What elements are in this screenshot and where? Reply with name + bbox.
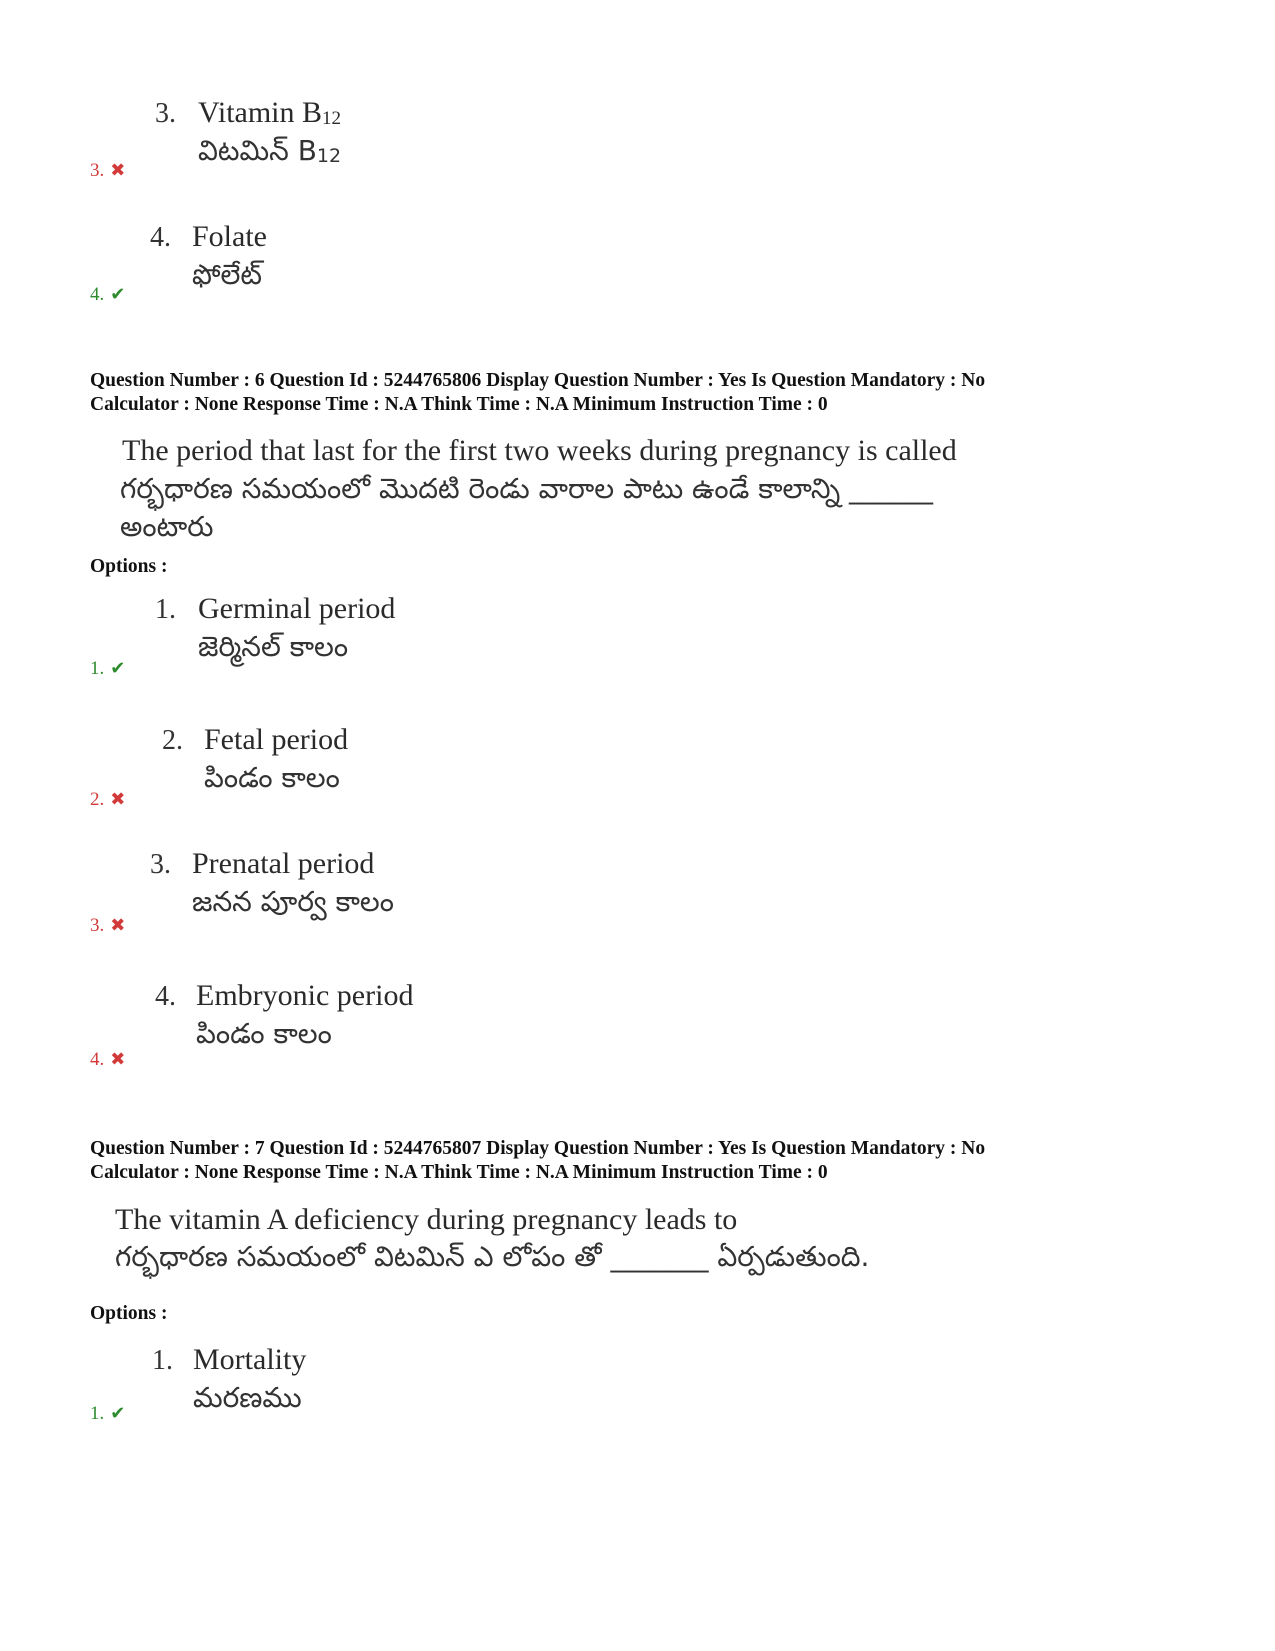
option-text-en: Mortality (193, 1343, 307, 1376)
option-status-mark: 4. ✖ (90, 1049, 126, 1070)
options-label: Options : (90, 556, 168, 577)
option-text-te: ఫోలేట్ (192, 258, 262, 291)
check-icon: ✔ (110, 1403, 126, 1424)
option-number: 1. (155, 594, 176, 625)
option-text-en: Embryonic period (196, 979, 414, 1012)
option-text-te: జనన పూర్వ కాలం (192, 885, 394, 918)
option-status-mark: 1. ✔ (90, 658, 126, 679)
question-text-en: The vitamin A deficiency during pregnancy leads to (115, 1203, 738, 1236)
option-status-mark: 1. ✔ (90, 1403, 126, 1424)
option-status-mark: 3. ✖ (90, 915, 126, 936)
option-number: 2. (162, 725, 183, 756)
question-text-te-line-2: అంటారు (120, 510, 214, 543)
option-number: 4. (150, 222, 171, 253)
option-text-en: Prenatal period (192, 847, 375, 880)
question-meta-line-2: Calculator : None Response Time : N.A Think Time : N.A Minimum Instruction Time : 0 (90, 394, 828, 415)
option-status-mark: 4. ✔ (90, 284, 126, 305)
wrong-icon: ✖ (110, 160, 126, 181)
question-meta-line-1: Question Number : 7 Question Id : 5244765807 Display Question Number : Yes Is Question Mandatory : No (90, 1138, 986, 1159)
option-number: 3. (155, 98, 176, 129)
option-text-en: Fetal period (204, 723, 349, 756)
question-text-en: The period that last for the first two weeks during pregnancy is called (122, 434, 957, 467)
question-text-te: గర్భధారణ సమయంలో విటమిన్ ఎ లోపం తో _______ ఏర్పడుతుంది. (115, 1240, 870, 1273)
option-text-en: Vitamin $B_{12}$ (198, 96, 342, 129)
question-meta-line-1: Question Number : 6 Question Id : 5244765806 Display Question Number : Yes Is Question Mandatory : No (90, 370, 986, 391)
check-icon: ✔ (110, 658, 126, 679)
option-text-te: విటమిన్ $B_{12}$ (198, 134, 342, 167)
option-status-mark: 2. ✖ (90, 789, 126, 810)
wrong-icon: ✖ (110, 1049, 126, 1070)
option-text-en: Folate (192, 220, 267, 253)
option-text-te: జెర్మినల్ కాలం (198, 630, 349, 663)
option-text-en: Germinal period (198, 592, 396, 625)
option-text-te: పిండం కాలం (196, 1017, 332, 1050)
question-meta-line-2: Calculator : None Response Time : N.A Think Time : N.A Minimum Instruction Time : 0 (90, 1162, 828, 1183)
option-number: 1. (152, 1345, 173, 1376)
check-icon: ✔ (110, 284, 126, 305)
wrong-icon: ✖ (110, 789, 126, 810)
option-number: 3. (150, 849, 171, 880)
option-text-te: మరణము (193, 1381, 302, 1414)
wrong-icon: ✖ (110, 915, 126, 936)
options-label: Options : (90, 1303, 168, 1324)
option-number: 4. (155, 981, 176, 1012)
question-text-te-line-1: గర్భధారణ సమయంలో మొదటి రెండు వారాల పాటు ఉండే కాలాన్ని ______ (120, 472, 934, 505)
option-status-mark: 3. ✖ (90, 160, 126, 181)
option-text-te: పిండం కాలం (204, 761, 340, 794)
